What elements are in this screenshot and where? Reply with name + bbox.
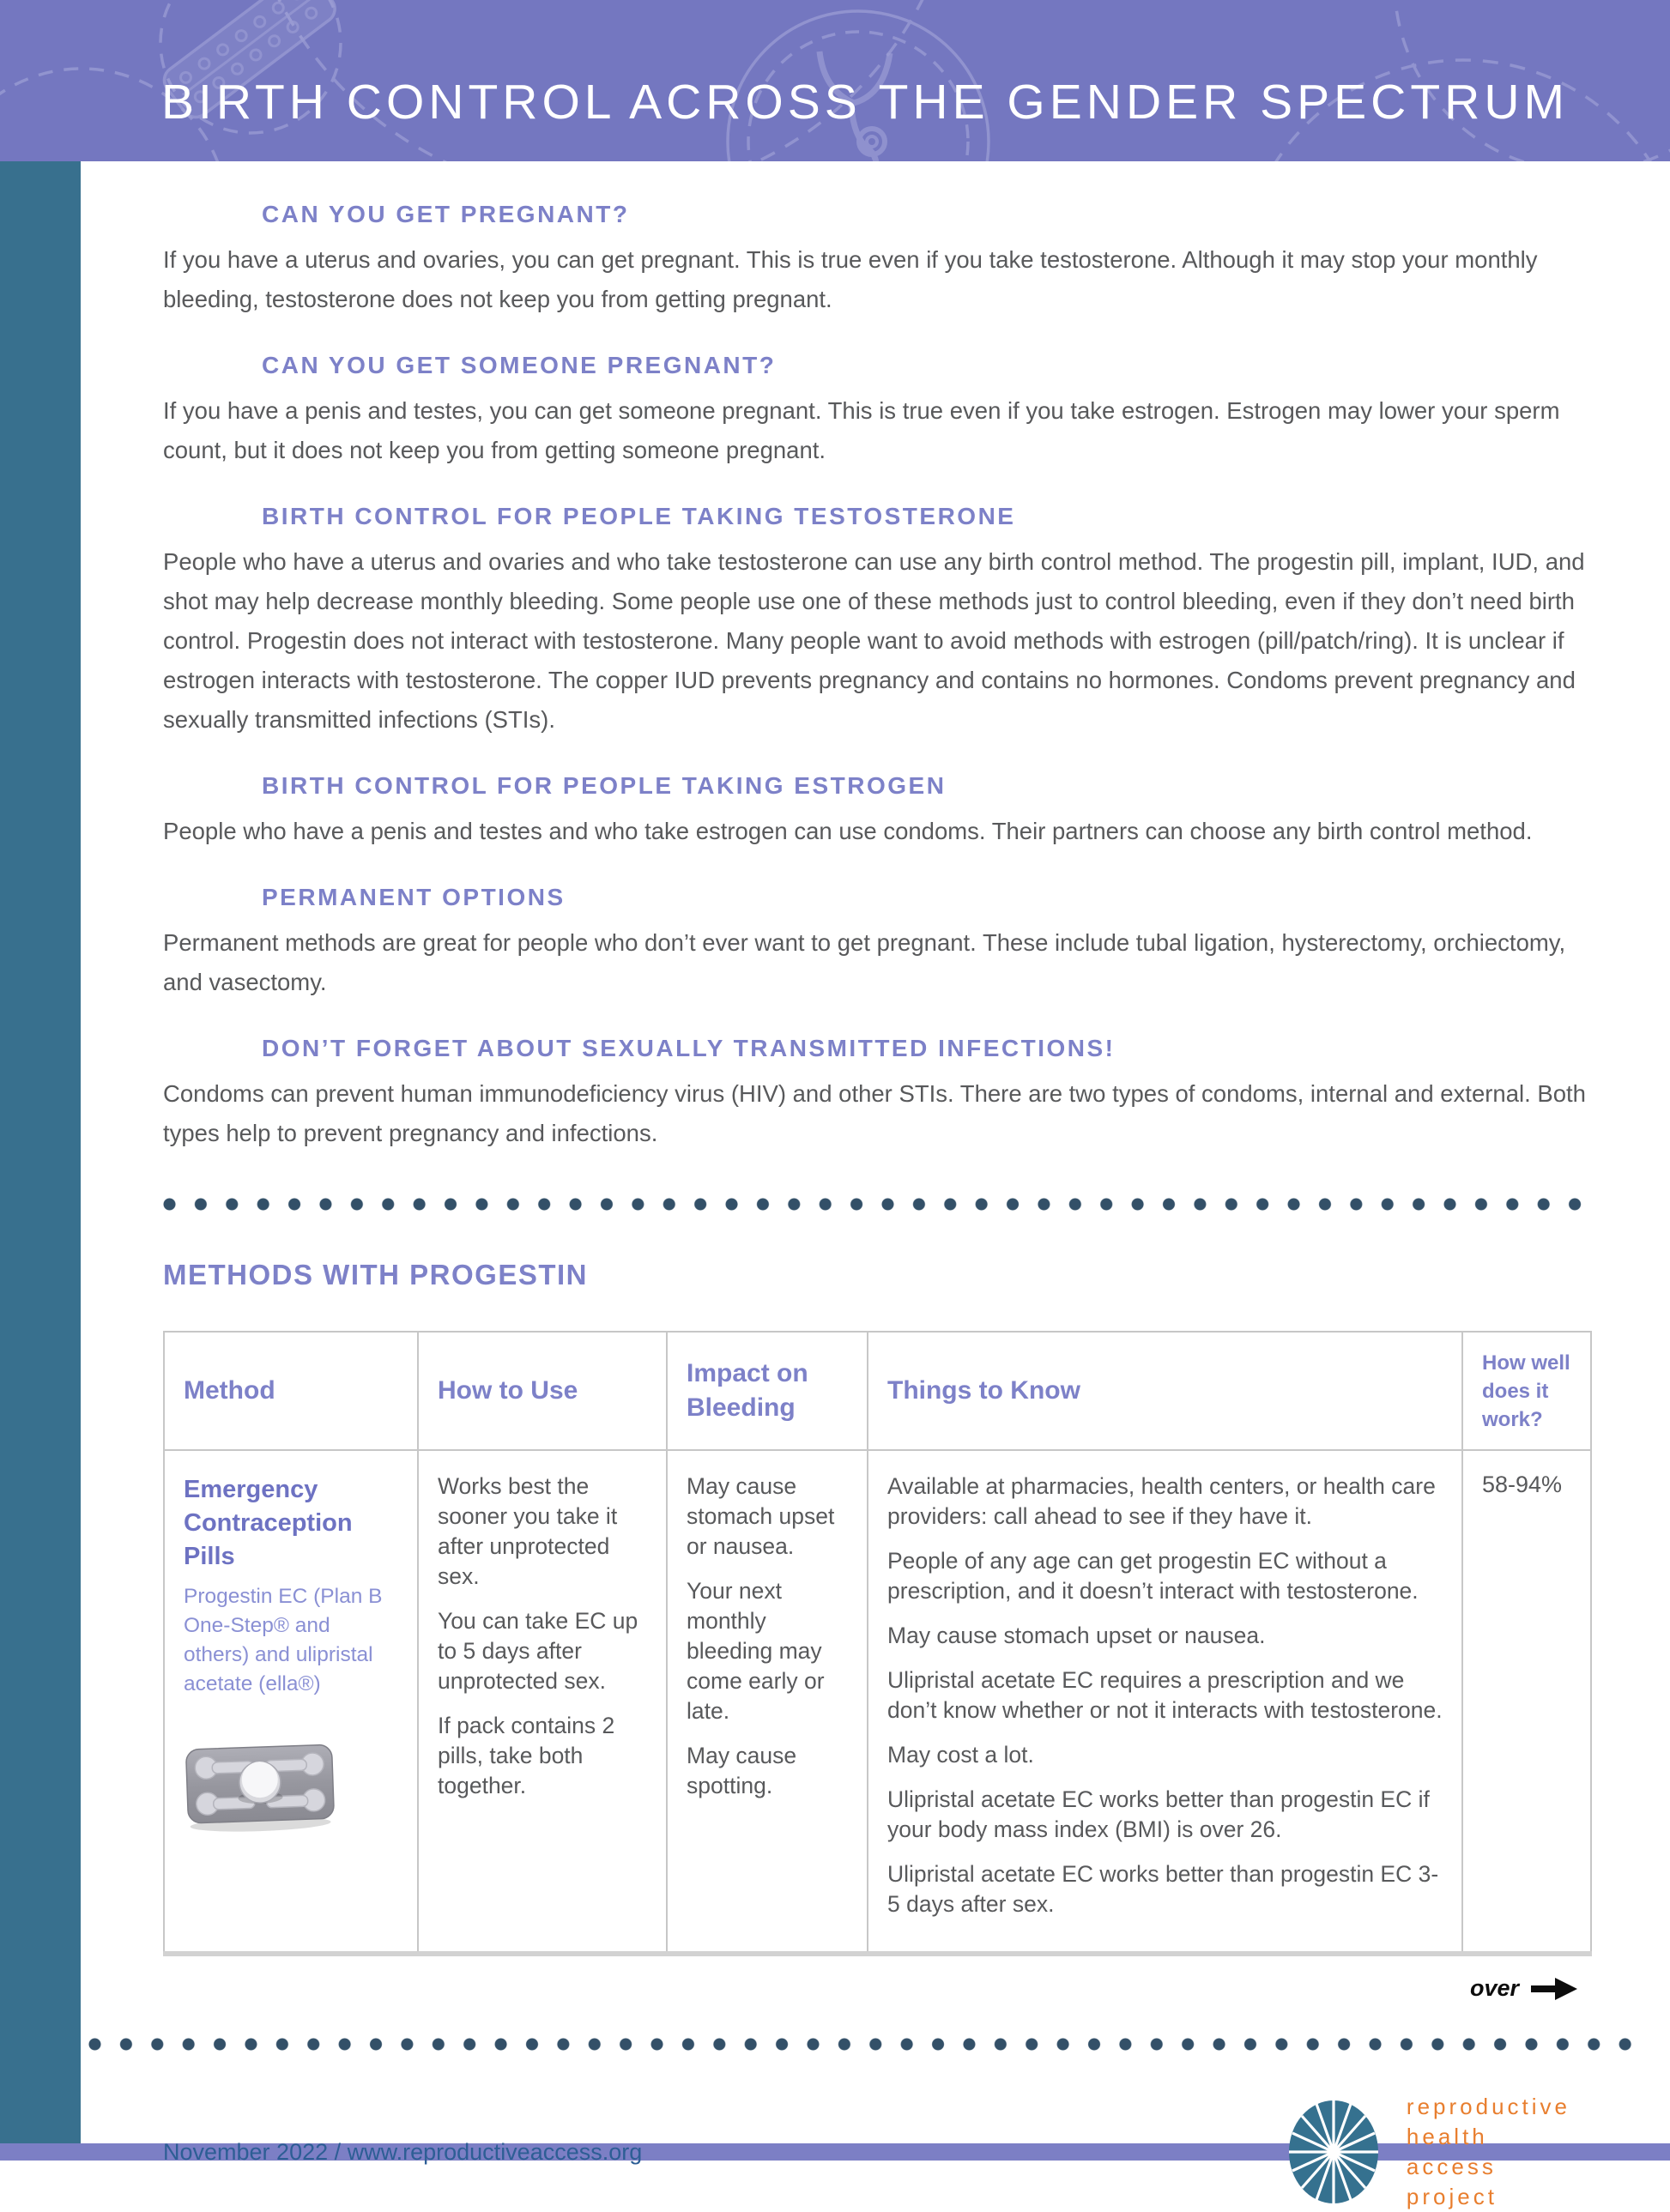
column-header-impact-on-bleeding: Impact on Bleeding [667, 1332, 868, 1450]
section-heading: BIRTH CONTROL FOR PEOPLE TAKING ESTROGEN [262, 772, 947, 799]
section-body: Permanent methods are great for people who don’t ever want to get pregnant. These include tubal ligation, hysterectomy, orchiectomy, and vasectomy. [163, 929, 1566, 995]
cell-paragraph: Works best the sooner you take it after unprotected sex. [438, 1473, 618, 1589]
cell-paragraph: May cause stomach upset or nausea. [887, 1623, 1266, 1648]
page-footer [163, 2092, 1594, 2212]
section-heading: BIRTH CONTROL FOR PEOPLE TAKING TESTOSTERONE [262, 503, 1016, 529]
effectiveness-cell: 58-94% [1462, 1450, 1591, 1954]
left-accent-bar [0, 161, 81, 2143]
section-can-you-get-someone-pregnant [163, 350, 1594, 470]
footer-date-url: November 2022 / www.reproductiveaccess.org [163, 2138, 643, 2165]
cell-paragraph: People of any age can get progestin EC without a prescription, and it doesn’t interact with testosterone. [887, 1548, 1419, 1604]
column-header-effectiveness: How well does it work? [1462, 1332, 1591, 1450]
method-name: Emergency Contraception Pills [184, 1476, 353, 1570]
over-label: over [1469, 1975, 1519, 2001]
dotted-separator-bottom [88, 2038, 1648, 2051]
column-header-how-to-use: How to Use [418, 1332, 667, 1450]
cell-paragraph: May cost a lot. [887, 1742, 1034, 1768]
cell-paragraph: May cause stomach upset or nausea. [687, 1473, 835, 1559]
section-birth-control-estrogen [163, 771, 1594, 851]
how-to-use-cell [418, 1450, 667, 1954]
section-birth-control-testosterone [163, 501, 1594, 740]
cell-paragraph: Your next monthly bleeding may come early or late. [687, 1578, 825, 1724]
rhap-logo-text [1407, 2092, 1570, 2212]
cell-paragraph: Ulipristal acetate EC requires a prescription and we don’t know whether or not it interacts with testosterone. [887, 1667, 1443, 1723]
section-heading: DON’T FORGET ABOUT SEXUALLY TRANSMITTED INFECTIONS! [262, 1035, 1116, 1061]
cell-paragraph: May cause spotting. [687, 1743, 797, 1798]
rhap-logo-icon [1288, 2099, 1379, 2205]
logo-word: access [1406, 2154, 1497, 2179]
section-body: People who have a uterus and ovaries and who take testosterone can use any birth control method. The progestin pill, implant, IUD, and shot may help decrease monthly bleeding. Some people use one of these methods just to control bleeding, even if they don’t need birth control. Progestin does not interact with testosterone. Many people want to avoid methods with estrogen (pill/patch/ring). It is unclear if estrogen interacts with testosterone. The copper IUD prevents pregnancy and contains no hormones. Condoms prevent pregnancy and sexually transmitted infections (STIs). [163, 548, 1585, 733]
section-heading: CAN YOU GET SOMEONE PREGNANT? [262, 352, 777, 378]
methods-table [163, 1331, 1592, 1956]
cell-paragraph: If pack contains 2 pills, take both together. [438, 1713, 615, 1798]
section-heading: CAN YOU GET PREGNANT? [262, 201, 630, 227]
section-can-you-get-pregnant [163, 199, 1594, 319]
section-body: If you have a penis and testes, you can get someone pregnant. This is true even if you take estrogen. Estrogen may lower your sperm count, but it does not keep you from getting someone pregnant. [163, 397, 1560, 463]
impact-on-bleeding-cell [667, 1450, 868, 1954]
blister-pack-image [184, 1744, 342, 1833]
page-title: BIRTH CONTROL ACROSS THE GENDER SPECTRUM [161, 75, 1569, 130]
section-heading: PERMANENT OPTIONS [262, 884, 566, 910]
logo-word: health [1406, 2124, 1488, 2149]
table-row [164, 1450, 1591, 1954]
cell-paragraph: Ulipristal acetate EC works better than progestin EC if your body mass index (BMI) is over 26. [887, 1786, 1430, 1842]
things-to-know-cell [868, 1450, 1462, 1954]
section-body: If you have a uterus and ovaries, you can get pregnant. This is true even if you take testosterone. Although it may stop your monthly bleeding, testosterone does not keep you from getting pregnant. [163, 246, 1538, 312]
arrow-right-icon [1531, 1976, 1577, 2002]
column-header-method: Method [164, 1332, 418, 1450]
over-indicator [163, 1975, 1594, 2002]
section-body: Condoms can prevent human immunodeficiency virus (HIV) and other STIs. There are two types of condoms, internal and external. Both types help to prevent pregnancy and infections. [163, 1080, 1586, 1146]
cell-paragraph: Available at pharmacies, health centers, or health care providers: call ahead to see if they have it. [887, 1473, 1436, 1529]
method-subtitle: Progestin EC (Plan B One-Step® and others) and ulipristal acetate (ella®) [184, 1585, 383, 1695]
dotted-separator-top [163, 1198, 1594, 1211]
section-stis [163, 1033, 1594, 1153]
table-header-row [164, 1332, 1591, 1450]
methods-table-heading: METHODS WITH PROGESTIN [163, 1259, 588, 1290]
header-banner [0, 0, 1670, 161]
logo-word: project [1406, 2184, 1498, 2209]
method-cell [164, 1450, 418, 1954]
section-permanent-options [163, 882, 1594, 1002]
cell-paragraph: You can take EC up to 5 days after unprotected sex. [438, 1608, 638, 1694]
column-header-things-to-know: Things to Know [868, 1332, 1462, 1450]
rhap-logo [1288, 2092, 1570, 2212]
cell-paragraph: Ulipristal acetate EC works better than progestin EC 3-5 days after sex. [887, 1861, 1439, 1917]
logo-word: reproductive [1406, 2094, 1570, 2119]
section-body: People who have a penis and testes and who take estrogen can use condoms. Their partners can choose any birth control method. [163, 818, 1533, 844]
page-content [163, 161, 1594, 2212]
